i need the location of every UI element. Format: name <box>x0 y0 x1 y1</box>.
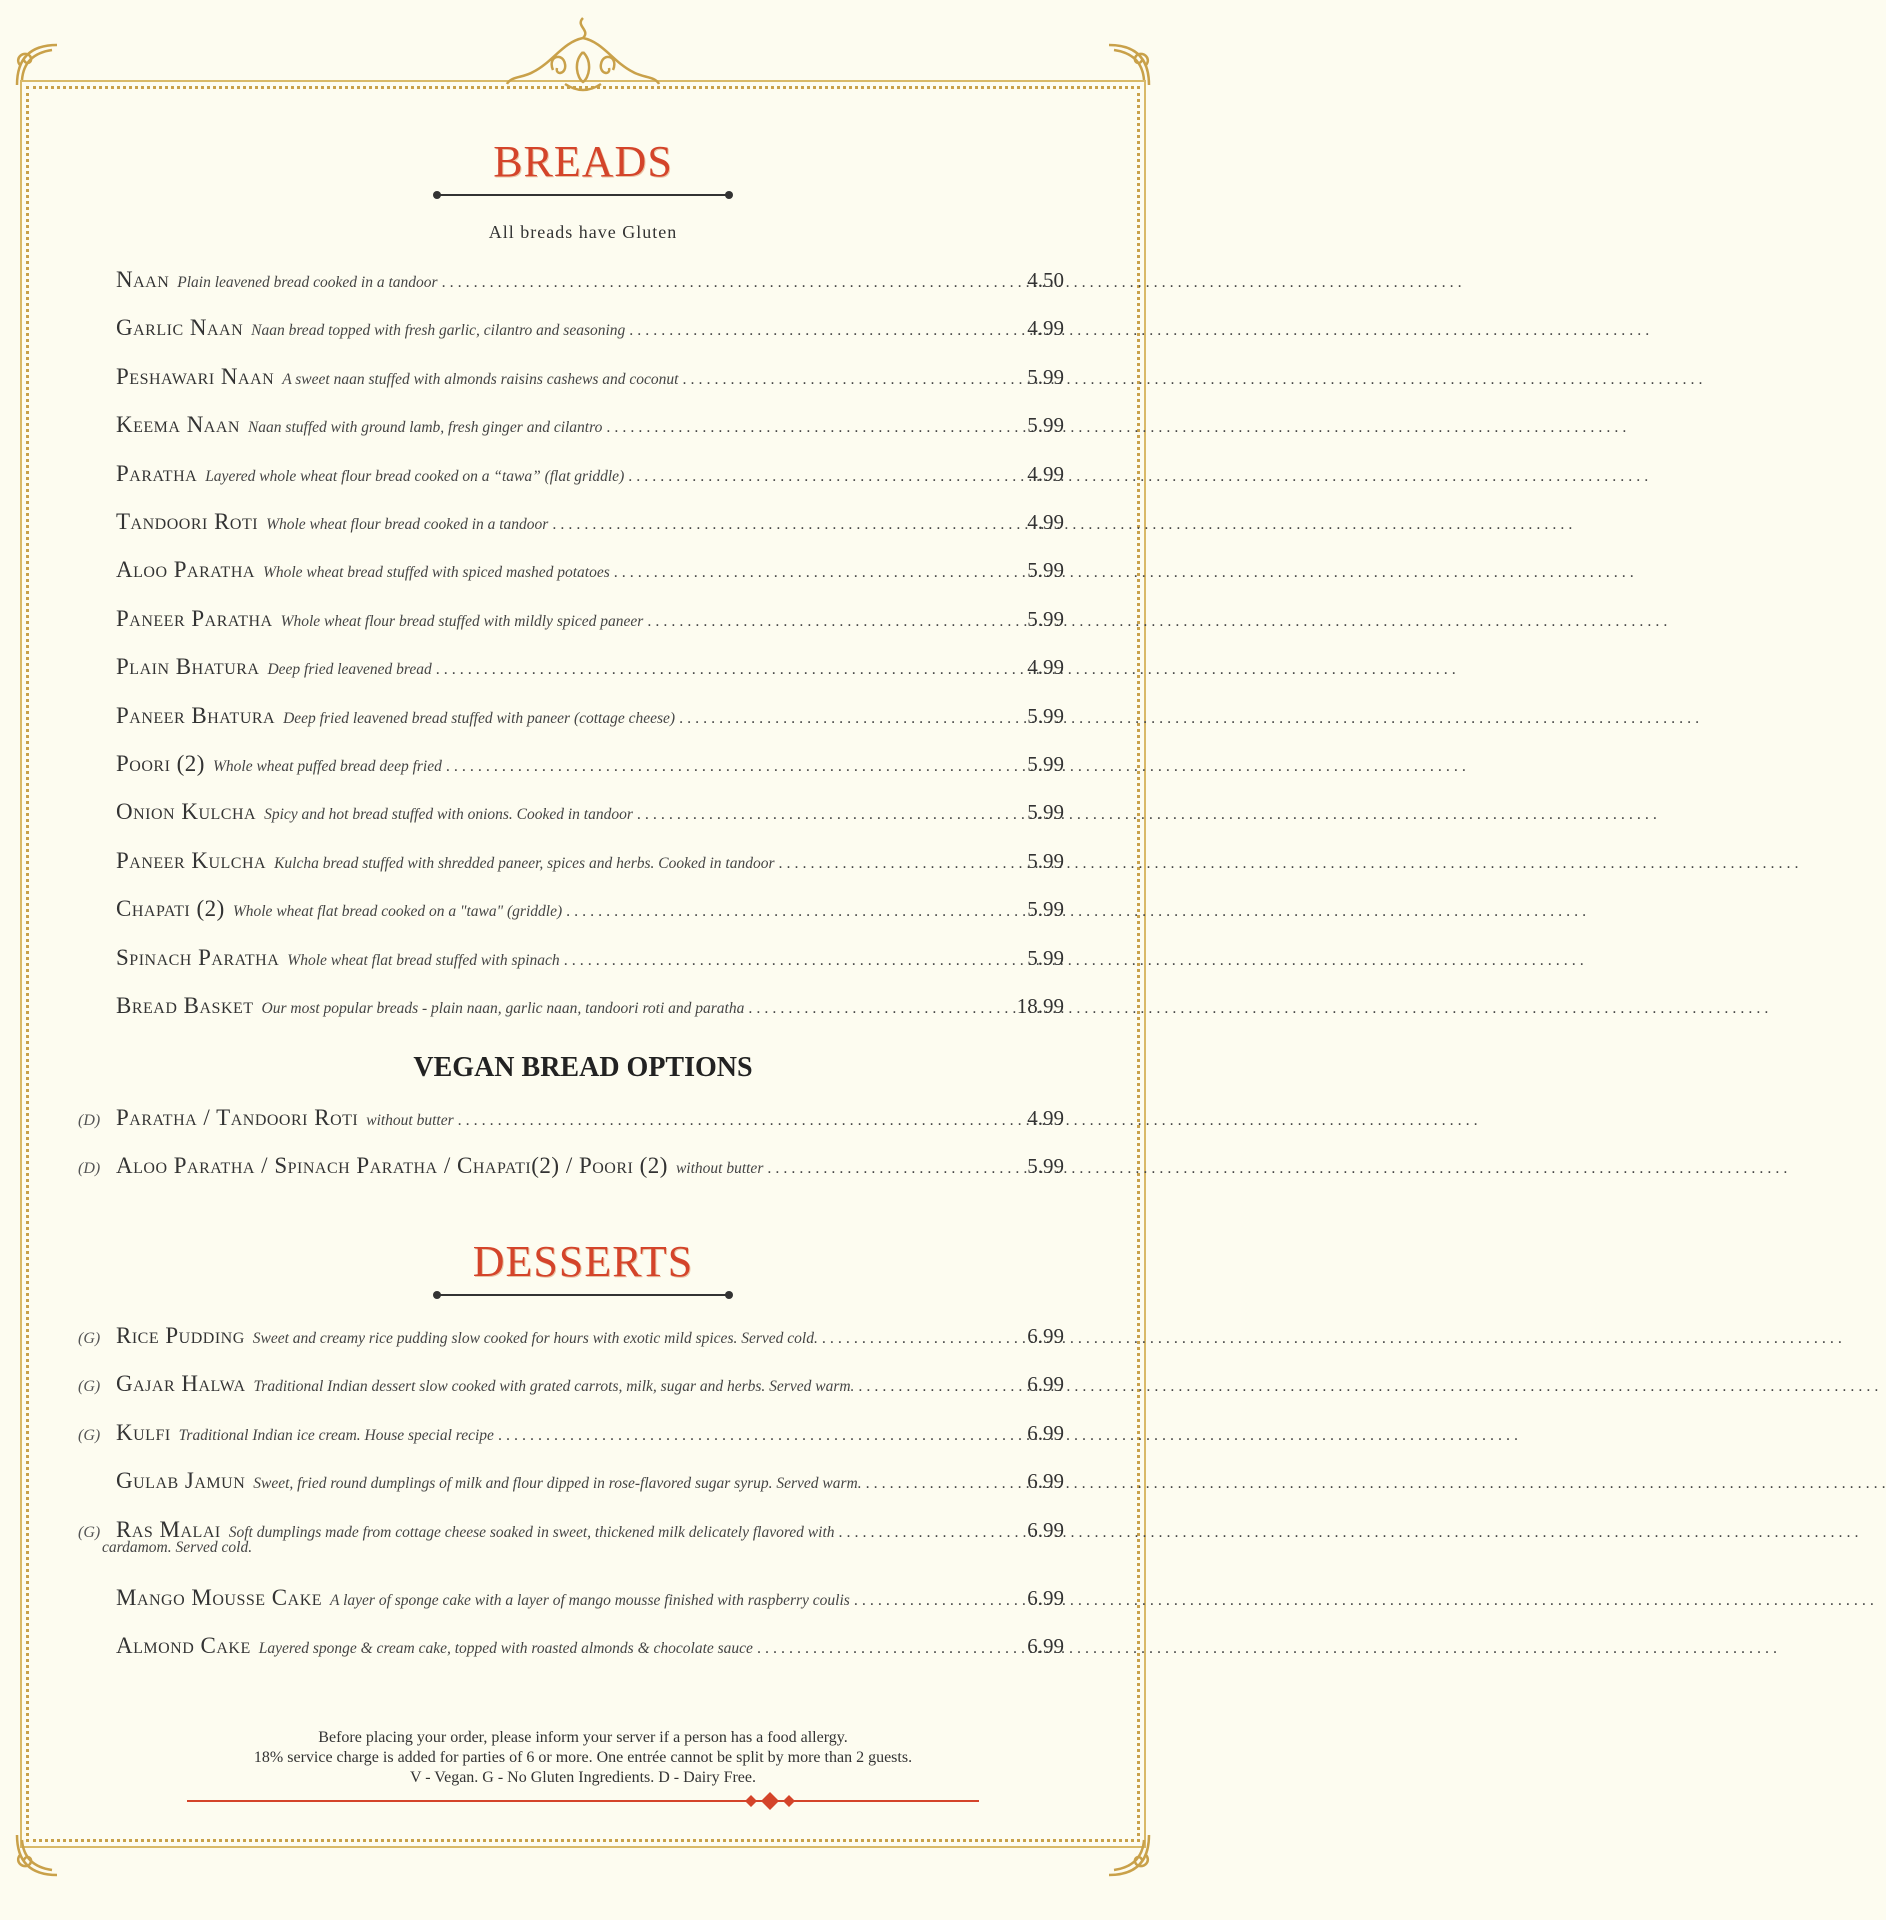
item-description: Spicy and hot bread stuffed with onions. Cooked in tandoor <box>264 806 633 824</box>
item-price: 5.99 <box>1027 606 1064 631</box>
item-price: 6.99 <box>1027 1634 1064 1659</box>
item-price: 4.99 <box>1027 655 1064 680</box>
dot-leader <box>442 274 1024 292</box>
menu-item-row <box>78 364 1064 396</box>
item-description: A layer of sponge cake with a layer of mango mousse finished with raspberry coulis <box>330 1592 850 1609</box>
menu-item-row <box>78 557 1064 589</box>
dot-leader <box>498 1427 1023 1445</box>
menu-item-row <box>78 799 1064 831</box>
item-description: Deep fried leavened bread <box>267 661 432 679</box>
dot-leader <box>839 1524 1024 1542</box>
item-price: 5.99 <box>1027 945 1064 970</box>
item-name: Gajar Halwa <box>116 1371 246 1397</box>
dot-leader <box>822 1330 1023 1348</box>
item-price: 4.99 <box>1027 1106 1064 1130</box>
item-description: Sweet, fried round dumplings of milk and flour dipped in rose-flavored sugar syrup. Served warm. <box>253 1475 862 1493</box>
footer-service-charge-note: 18% service charge is added for parties of 6 or more. One entrée cannot be split by more than 2 guests. <box>253 1749 913 1766</box>
item-price: 4.99 <box>1027 510 1064 534</box>
item-price: 5.99 <box>1027 800 1064 825</box>
dot-leader <box>866 1475 1024 1493</box>
footer-notes <box>0 1728 1166 1788</box>
corner-flourish-icon <box>1104 40 1154 90</box>
menu-item-row <box>78 1468 1064 1500</box>
item-name: Paneer Kulcha <box>116 847 267 873</box>
menu-item-row <box>78 1585 1064 1617</box>
corner-flourish-icon <box>1104 1830 1154 1880</box>
menu-item-row <box>78 1323 1064 1355</box>
menu-item-row <box>78 703 1064 735</box>
diet-tag: (D) <box>78 1160 101 1177</box>
item-name: Garlic Naan <box>116 315 244 341</box>
item-name: Poori (2) <box>116 751 205 776</box>
menu-item-row <box>78 412 1064 444</box>
item-name: Gulab Jamun <box>116 1468 246 1494</box>
item-name: Naan <box>116 267 170 292</box>
item-description: without butter <box>366 1112 454 1129</box>
menu-item-row <box>78 267 1064 299</box>
item-description: Our most popular breads - plain naan, garlic naan, tandoori roti and paratha <box>261 1000 745 1017</box>
item-description: Layered sponge & cream cake, topped with roasted almonds & chocolate sauce <box>258 1640 753 1658</box>
item-price: 5.99 <box>1027 413 1064 438</box>
desserts-title-rule <box>437 1294 729 1296</box>
menu-item-row <box>78 751 1064 783</box>
desserts-title: DESSERTS <box>472 1237 694 1286</box>
item-name: Paneer Paratha <box>116 605 273 631</box>
top-ornament-icon <box>503 12 663 112</box>
menu-item-row <box>78 461 1064 493</box>
item-name: Aloo Paratha / Spinach Paratha / Chapati(2) / Poori (2) <box>116 1153 668 1178</box>
diet-tag: (G) <box>78 1330 101 1347</box>
dot-leader <box>628 468 1023 486</box>
menu-item-row <box>78 896 1064 928</box>
dot-leader <box>446 758 1023 776</box>
item-description: Kulcha bread stuffed with shredded paneer, spices and herbs. Cooked in tandoor <box>274 854 775 872</box>
footer-legend: V - Vegan. G - No Gluten Ingredients. D - Dairy Free. <box>410 1769 756 1786</box>
item-price: 5.99 <box>1027 558 1064 583</box>
item-name: Almond Cake <box>116 1633 251 1659</box>
item-description: Whole wheat bread stuffed with spiced mashed potatoes <box>262 564 610 582</box>
item-price: 18.99 <box>1016 994 1064 1018</box>
breads-gluten-note: All breads have Gluten <box>488 222 678 242</box>
footer-rule <box>187 1800 979 1802</box>
item-name: Paneer Bhatura <box>116 702 276 728</box>
dot-leader <box>748 1000 1012 1018</box>
item-name: Paratha <box>116 460 198 486</box>
diet-tag: (D) <box>78 1112 101 1129</box>
item-price: 5.99 <box>1027 848 1064 873</box>
item-name: Onion Kulcha <box>116 799 257 825</box>
dot-leader <box>679 710 1023 728</box>
item-name: Rice Pudding <box>116 1323 245 1348</box>
item-description-continued: cardamom. Served cold. <box>102 1538 253 1556</box>
item-price: 5.99 <box>1027 703 1064 728</box>
breads-title-rule <box>437 194 729 196</box>
item-price: 6.99 <box>1027 1586 1064 1610</box>
item-name: Peshawari Naan <box>116 363 275 389</box>
dot-leader <box>757 1640 1023 1658</box>
dot-leader <box>854 1592 1023 1610</box>
item-price: 4.50 <box>1027 268 1064 292</box>
item-description: Traditional Indian ice cream. House special recipe <box>178 1426 494 1444</box>
dot-leader <box>614 564 1023 582</box>
item-description: Whole wheat flour bread cooked in a tandoor <box>266 516 549 533</box>
dot-leader <box>552 516 1023 534</box>
item-name: Plain Bhatura <box>116 654 260 680</box>
dot-leader <box>858 1378 1023 1396</box>
corner-flourish-icon <box>12 40 62 90</box>
item-price: 5.99 <box>1027 1154 1064 1178</box>
item-name: Paratha / Tandoori Roti <box>116 1105 359 1130</box>
corner-flourish-icon <box>12 1830 62 1880</box>
item-description: Whole wheat flat bread stuffed with spinach <box>287 951 560 969</box>
item-price: 6.99 <box>1027 1372 1064 1397</box>
item-description: without butter <box>675 1160 764 1177</box>
menu-item-row <box>78 1420 1064 1452</box>
item-description: Naan stuffed with ground lamb, fresh ginger and cilantro <box>247 419 603 437</box>
item-name: Tandoori Roti <box>116 509 259 534</box>
item-price: 5.99 <box>1027 897 1064 922</box>
menu-item-row <box>78 945 1064 977</box>
item-price: 5.99 <box>1027 364 1064 389</box>
footer-allergy-note: Before placing your order, please inform your server if a person has a food allergy. <box>318 1729 848 1746</box>
dot-leader <box>436 661 1024 679</box>
item-price: 6.99 <box>1027 1469 1064 1494</box>
diet-tag: (G) <box>78 1378 101 1396</box>
item-name: Bread Basket <box>116 993 254 1018</box>
item-description: Whole wheat flat bread cooked on a "tawa" (griddle) <box>232 903 563 921</box>
menu-item-row <box>78 848 1064 880</box>
dot-leader <box>629 322 1023 340</box>
dot-leader <box>564 952 1024 970</box>
item-description: Naan bread topped with fresh garlic, cilantro and seasoning <box>251 322 626 340</box>
menu-item-row <box>78 1153 1064 1185</box>
item-price: 6.99 <box>1027 1324 1064 1348</box>
item-name: Ras Malai <box>116 1516 221 1542</box>
diamond-ornament-icon <box>735 1791 805 1811</box>
menu-item-row <box>78 654 1064 686</box>
menu-item-row <box>78 509 1064 541</box>
item-name: Kulfi <box>116 1419 171 1445</box>
menu-item-row <box>78 993 1064 1025</box>
item-description: Whole wheat puffed bread deep fried <box>212 758 442 775</box>
dot-leader <box>647 613 1023 631</box>
menu-item-row <box>78 315 1064 347</box>
item-name: Mango Mousse Cake <box>116 1585 323 1610</box>
item-price: 4.99 <box>1027 461 1064 486</box>
item-description: Plain leavened bread cooked in a tandoor <box>177 274 438 291</box>
item-description: Deep fried leavened bread stuffed with paneer (cottage cheese) <box>283 709 676 727</box>
dot-leader <box>767 1160 1023 1178</box>
item-name: Keema Naan <box>116 412 240 438</box>
item-price: 4.99 <box>1027 316 1064 341</box>
dot-leader <box>779 855 1024 873</box>
menu-item-row <box>78 1633 1064 1665</box>
item-name: Chapati (2) <box>116 896 225 922</box>
item-description: Sweet and creamy rice pudding slow cooked for hours with exotic mild spices. Served cold. <box>252 1330 818 1347</box>
item-description: A sweet naan stuffed with almonds raisins cashews and coconut <box>282 370 679 388</box>
diet-tag: (G) <box>78 1523 101 1541</box>
item-name: Spinach Paratha <box>116 944 280 970</box>
item-price: 6.99 <box>1027 1517 1064 1542</box>
diet-tag: (G) <box>78 1426 101 1444</box>
item-description: Layered whole wheat flour bread cooked on a “tawa” (flat griddle) <box>205 467 625 485</box>
menu-item-row <box>78 1371 1064 1403</box>
dot-leader <box>566 903 1023 921</box>
item-price: 5.99 <box>1027 752 1064 776</box>
menu-item-row <box>78 1105 1064 1137</box>
dot-leader <box>637 806 1023 824</box>
menu-item-row <box>78 606 1064 638</box>
item-description: Soft dumplings made from cottage cheese soaked in sweet, thickened milk delicately flavored with <box>228 1523 835 1541</box>
item-description: Traditional Indian dessert slow cooked with grated carrots, milk, sugar and herbs. Served warm. <box>253 1378 855 1396</box>
breads-title: BREADS <box>493 137 673 186</box>
item-name: Aloo Paratha <box>116 557 255 583</box>
item-description: Whole wheat flour bread stuffed with mildly spiced paneer <box>280 612 644 630</box>
item-price: 6.99 <box>1027 1420 1064 1445</box>
dot-leader <box>458 1112 1024 1130</box>
vegan-heading: VEGAN BREAD OPTIONS <box>413 1052 753 1083</box>
dot-leader <box>606 419 1023 437</box>
dot-leader <box>682 371 1023 389</box>
